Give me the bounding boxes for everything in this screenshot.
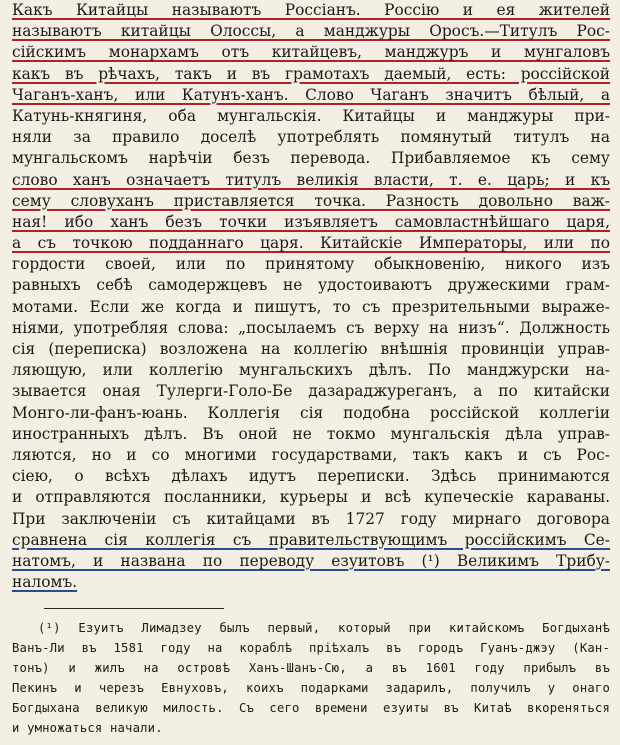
text-line-content: мотами. Если же когда и пишутъ, то съ презрительными выраже- (12, 297, 610, 316)
text-line (12, 233, 610, 254)
text-line (12, 64, 610, 85)
text-line (12, 530, 610, 551)
text-line-content: равныхъ себѣ самодержцевъ не удостоиваютъ дружескими грам- (12, 276, 610, 295)
text-line-content: Чаганъ-ханъ, или Катунъ-ханъ. Слово Чаганъ значитъ бѣлый, а (12, 85, 610, 104)
text-line-content: сему словуханъ приставляется точка. Разность довольно важ- (12, 191, 610, 210)
text-line-content: ная! ибо ханъ безъ точки изъявляетъ самовластнѣйшаго царя, (12, 212, 610, 231)
text-line (12, 275, 610, 296)
text-line-content: При заключеніи съ китайцами въ 1727 году мирнаго договора (12, 509, 610, 528)
text-line-content: а съ точкою подданнаго царя. Китайскіе Императоры, или по (12, 234, 610, 253)
text-line (12, 318, 610, 339)
text-line-content: ляются, но и со многими государствами, такъ какъ и съ Рос- (12, 445, 610, 464)
text-line-content: гордости своей, или по принятому обыкновенію, никого изъ (12, 255, 610, 274)
text-line (12, 339, 610, 360)
footnote-line (12, 678, 610, 698)
text-line-content: Катунь-княгиня, оба мунгальскія. Китайцы и манджуры при- (12, 106, 610, 125)
text-line (12, 551, 610, 572)
footnote-line (12, 618, 610, 638)
text-line-content: иностранныхъ дѣлъ. Въ оной не токмо мунгальскія дѣла управ- (12, 424, 610, 443)
footnote-line-content: Богдыхана великую милость. Съ сего времени езуиты въ Китаѣ вкореняться (12, 701, 610, 715)
footnote-divider (44, 608, 224, 609)
text-line-content: и отправляются посланники, курьеры и всѣ купеческіе караваны. (12, 488, 610, 507)
text-line-content: какъ въ рѣчахъ, такъ и въ грамотахъ даемый, есть: россійской (12, 64, 610, 83)
text-line-content: натомъ, и названа по переводу езуитовъ (¹) Великимъ Трибу- (12, 551, 610, 570)
text-line (12, 297, 610, 318)
text-line (12, 21, 610, 42)
footnote-line-content: (¹) Езуитъ Лимадзеу былъ первый, который при китайскомъ Богдыханѣ (38, 621, 610, 635)
text-line-content: ніями, употребляя слова: „посылаемъ съ верху на низъ“. Должность (12, 318, 610, 337)
text-line (12, 85, 610, 106)
footnote (12, 618, 610, 738)
footnote-line (12, 638, 610, 658)
text-line (12, 381, 610, 402)
footnote-line-content: тонъ) и жилъ на островѣ Ханъ-Шанъ-Сю, а въ 1601 году прибылъ въ (12, 661, 610, 675)
footnote-line-content: Ванъ-Ли въ 1581 году на кораблѣ пріѣхалъ въ городъ Гуанъ-джэу (Кан- (12, 641, 610, 655)
text-line (12, 403, 610, 424)
text-line (12, 127, 610, 148)
text-line (12, 572, 610, 593)
text-line (12, 106, 610, 127)
text-line (12, 0, 610, 21)
body-text (12, 0, 610, 593)
text-line (12, 424, 610, 445)
text-line-content: сійскимъ монархамъ отъ китайцевъ, манджуръ и мунгаловъ (12, 43, 610, 62)
text-line (12, 466, 610, 487)
text-line (12, 191, 610, 212)
section-heading-line: Какъ Китайцы называютъ Россіанъ. Россію и ея жителей (12, 1, 610, 19)
text-line (12, 212, 610, 233)
text-line (12, 254, 610, 275)
text-line (12, 148, 610, 169)
footnote-line-content: Пекинъ и черезъ Евнуховъ, коихъ подарками задарилъ, получилъ у онаго (12, 681, 610, 695)
text-line-content: наломъ. (12, 573, 78, 592)
text-line-content: сравнена сія коллегія съ правительствующимъ россійскимъ Се- (12, 530, 610, 549)
text-line (12, 360, 610, 381)
text-line-content: сія (переписка) возложена на коллегію внѣшнія провинціи управ- (12, 340, 610, 358)
footnote-line (12, 658, 610, 678)
text-line-content: няли за правило доселѣ употреблять помянутый титулъ на (12, 128, 610, 147)
text-line-content: зывается оная Тулерги-Голо-Бе дазараджуреганъ, а по китайски (12, 382, 610, 401)
text-line-content: ляющую, или коллегію мунгальскихъ дѣлъ. По манджурски на- (12, 361, 610, 380)
text-line (12, 445, 610, 466)
text-line (12, 170, 610, 191)
text-line (12, 487, 610, 508)
text-line-content: Монго-ли-фанъ-юань. Коллегія сія подобна россійской коллегіи (12, 403, 610, 422)
text-line (12, 42, 610, 63)
text-line-content: называютъ китайцы Олоссы, а манджуры Оросъ.—Титулъ Рос- (12, 22, 610, 41)
text-line-content: слово ханъ означаетъ титулъ великія власти, т. е. царь; и къ (12, 170, 610, 189)
footnote-line (12, 698, 610, 718)
text-line-content: сіею, о всѣхъ дѣлахъ идутъ переписки. Здѣсь принимаются (12, 467, 610, 486)
footnote-line-content: и умножаться начали. (12, 721, 163, 735)
text-line (12, 509, 610, 530)
footnote-line (12, 718, 610, 738)
text-line-content: мунгальскомъ нарѣчіи безъ перевода. Прибавляемое къ сему (12, 149, 610, 168)
